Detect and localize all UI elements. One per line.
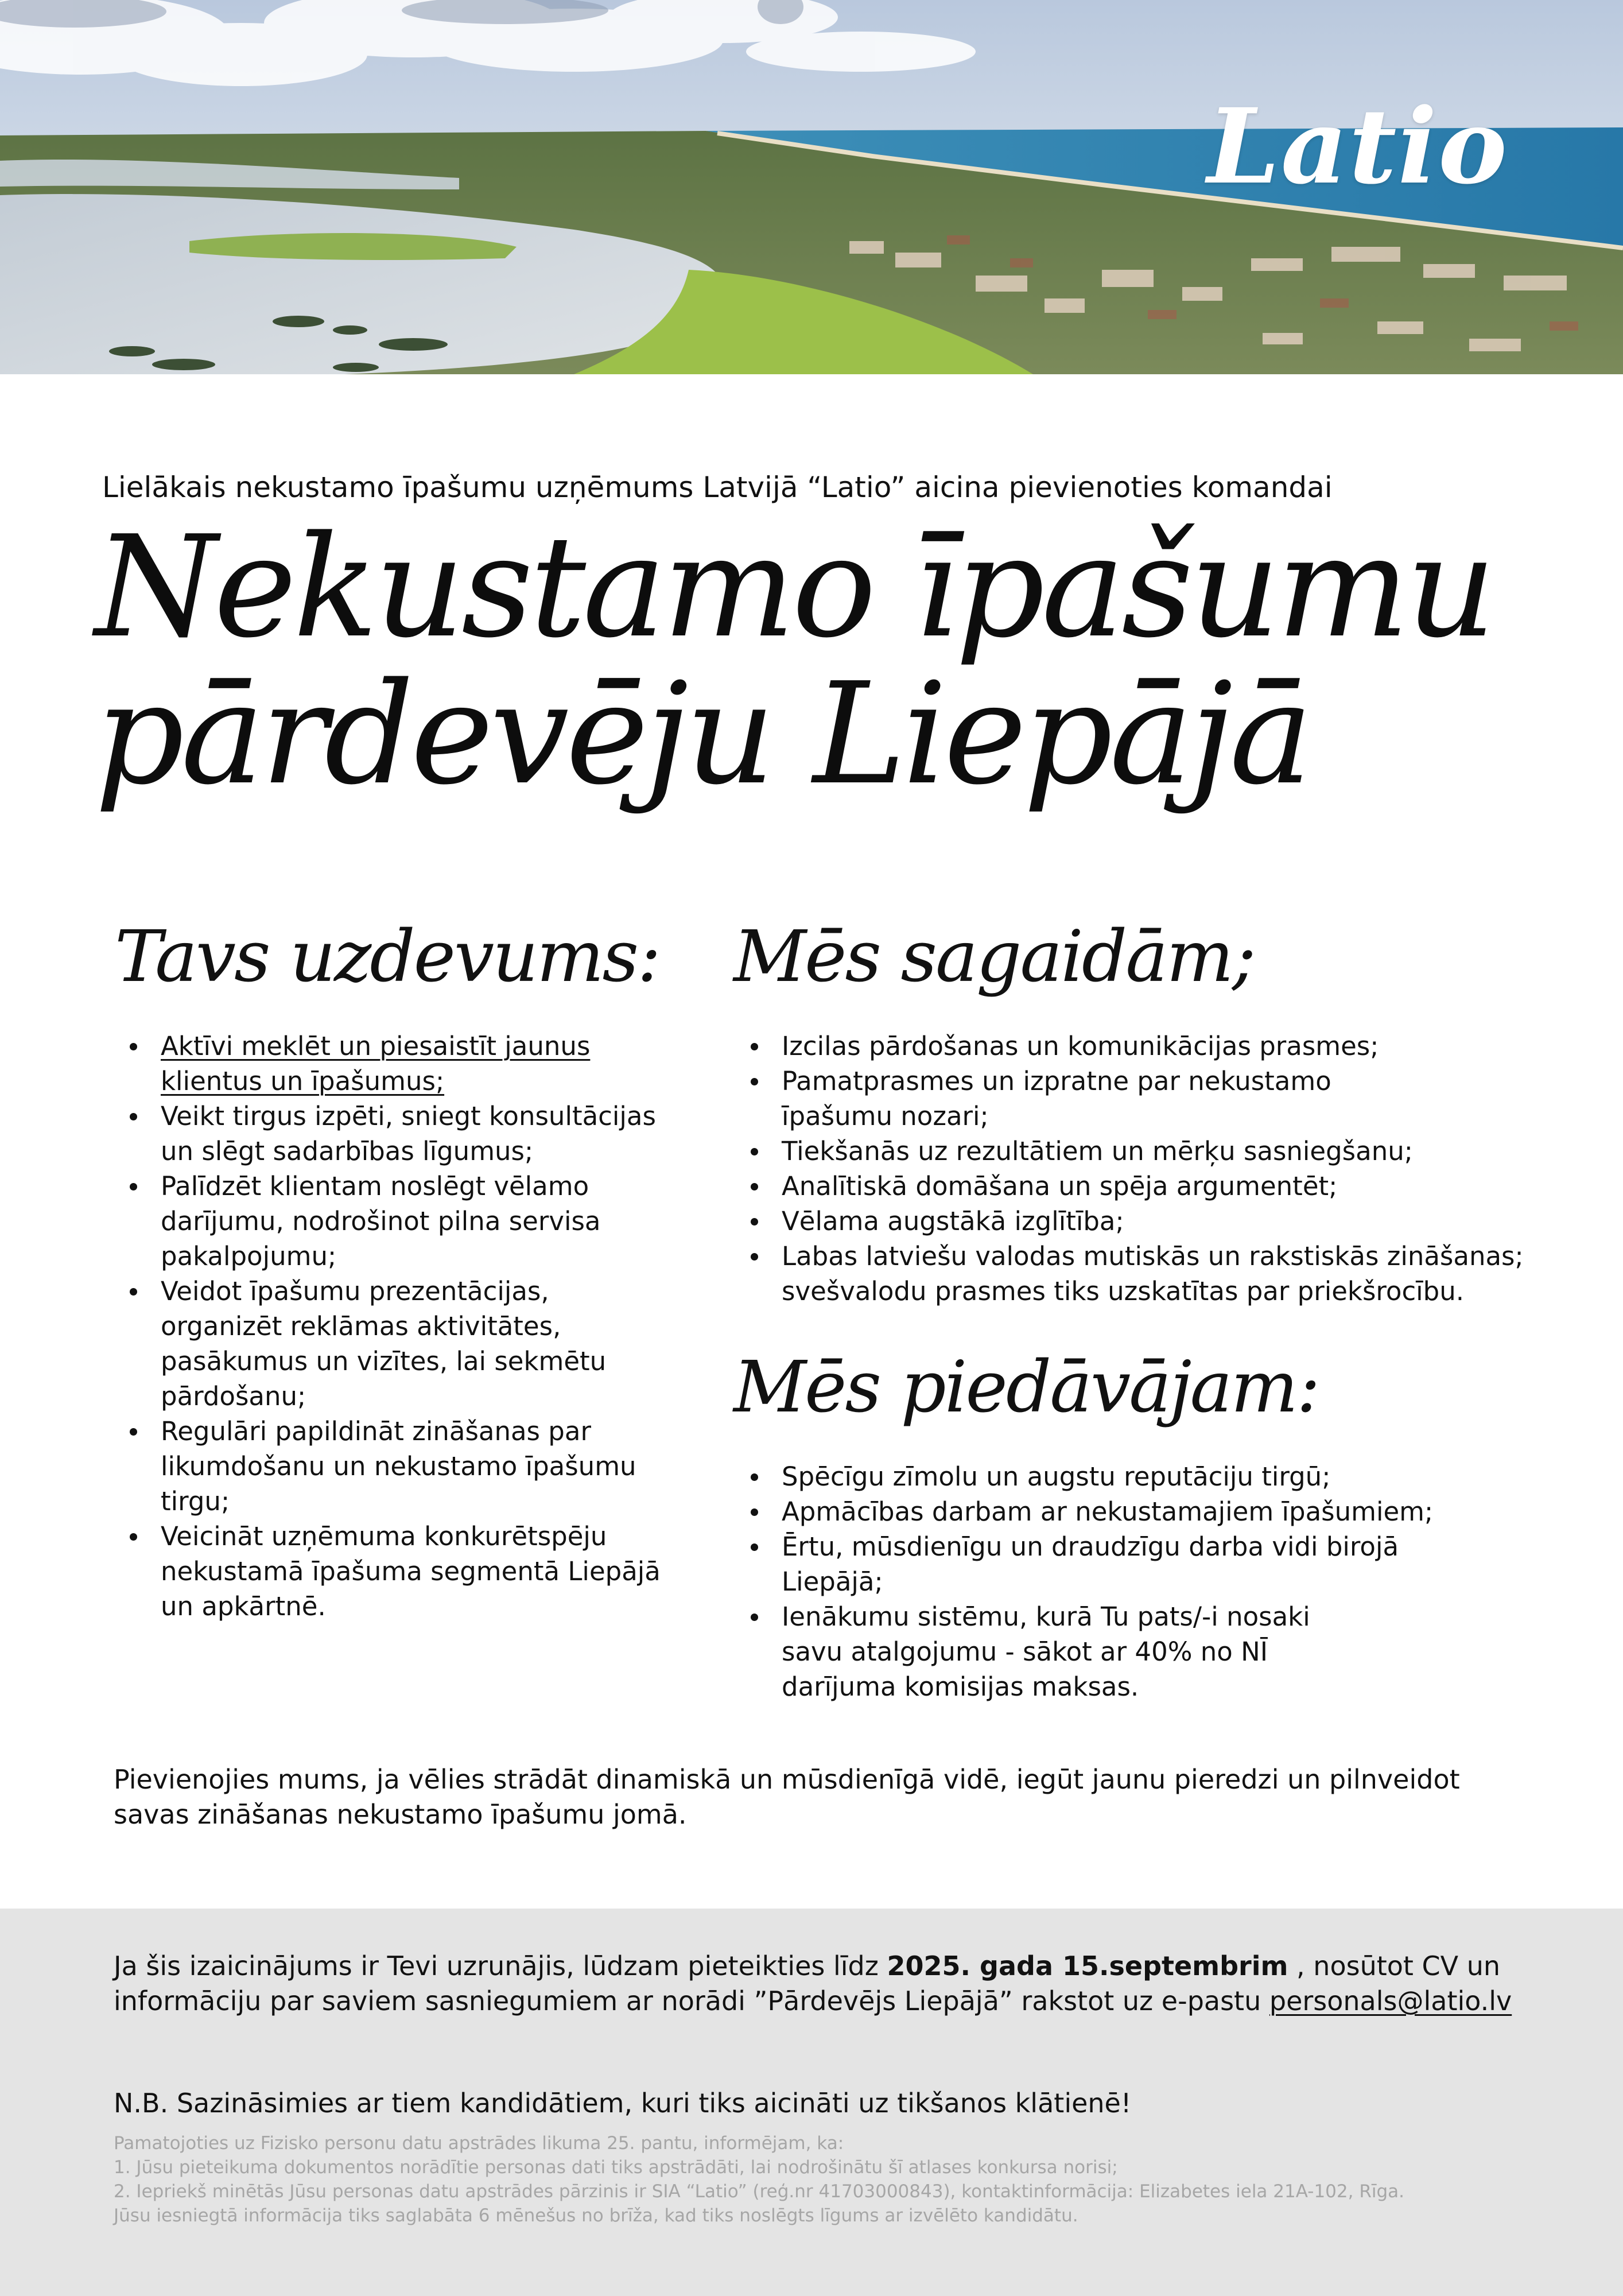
title-line-1: Nekustamo īpašumu — [95, 506, 1493, 669]
apply-text-after: , nosūtot CV un informāciju par saviem sasniegumiem ar norādi ”Pārdevējs Liepājā” rakstot uz e-pastu — [114, 1950, 1501, 2016]
list-item: Regulāri papildināt zināšanas par likumdošanu un nekustamo īpašumu tirgu; — [112, 1414, 666, 1519]
list-item: Palīdzēt klientam noslēgt vēlamo darījumu, nodrošinot pilna servisa pakalpojumu; — [112, 1169, 666, 1274]
legal-line: 2. Iepriekš minētās Jūsu personas datu apstrādes pārzinis ir SIA “Latio” (reģ.nr 41703000843), kontaktinformācija: Elizabetes iela 21A-102, Rīga. — [114, 2181, 1404, 2202]
list-item: Veikt tirgus izpēti, sniegt konsultācijas un slēgt sadarbības līgumus; — [112, 1099, 666, 1169]
expect-heading: Mēs sagaidām; — [733, 916, 1255, 998]
list-item: Ērtu, mūsdienīgu un draudzīgu darba vidi birojā Liepājā; — [733, 1529, 1491, 1599]
apply-text-before: Ja šis izaicinājums ir Tevi uzrunājis, lūdzam pieteikties līdz — [114, 1950, 887, 1981]
expect-list — [733, 1029, 1537, 1309]
latio-logo: Latio — [1207, 86, 1508, 207]
apply-paragraph — [114, 1949, 1514, 2019]
email-link[interactable]: personals@latio.lv — [1269, 1985, 1512, 2016]
tasks-heading: Tavs uzdevums: — [115, 916, 659, 998]
offer-heading: Mēs piedāvājam: — [733, 1346, 1319, 1429]
legal-line: 1. Jūsu pieteikuma dokumentos norādītie personas dati tiks apstrādāti, lai nodrošinātu šī atlases konkursa norisi; — [114, 2157, 1118, 2178]
list-item: Analītiskā domāšana un spēja argumentēt; — [733, 1169, 1537, 1204]
list-item: Veidot īpašumu prezentācijas, organizēt reklāmas aktivitātes, pasākumus un vizītes, lai sekmētu pārdošanu; — [112, 1274, 666, 1414]
legal-line: Jūsu iesniegtā informācija tiks saglabāta 6 mēnešus no brīža, kad tiks noslēgts līgums ar izvēlēto kandidātu. — [114, 2205, 1078, 2226]
list-item: Spēcīgu zīmolu un augstu reputāciju tirgū; — [733, 1459, 1491, 1494]
tasks-list — [112, 1029, 666, 1624]
list-item: Tiekšanās uz rezultātiem un mērķu sasniegšanu; — [733, 1134, 1537, 1169]
legal-notice — [114, 2131, 1514, 2228]
list-item: Vēlama augstākā izglītība; — [733, 1204, 1537, 1239]
offer-list — [733, 1459, 1491, 1704]
hero-image — [0, 0, 1623, 374]
intro-text: Lielākais nekustamo īpašumu uzņēmums Latvijā “Latio” aicina pievienoties komandai — [102, 471, 1333, 504]
deadline-date: 2025. gada 15.septembrim — [887, 1950, 1288, 1981]
legal-line: Pamatojoties uz Fizisko personu datu apstrādes likuma 25. pantu, informējam, ka: — [114, 2133, 844, 2154]
list-item: Pamatprasmes un izpratne par nekustamo īpašumu nozari; — [733, 1064, 1537, 1134]
list-item: Ienākumu sistēmu, kurā Tu pats/-i nosaki savu atalgojumu - sākot ar 40% no NĪ darījuma komisijas maksas. — [733, 1599, 1491, 1704]
list-item-text: Aktīvi meklēt un piesaistīt jaunus klientus un īpašumus; — [161, 1031, 591, 1096]
list-item: Izcilas pārdošanas un komunikācijas prasmes; — [733, 1029, 1537, 1064]
list-item: Labas latviešu valodas mutiskās un rakstiskās zināšanas; svešvalodu prasmes tiks uzskatītas par priekšrocību. — [733, 1239, 1537, 1309]
nb-note: N.B. Sazināsimies ar tiem kandidātiem, kuri tiks aicināti uz tikšanos klātienē! — [114, 2088, 1132, 2119]
list-item: Apmācības darbam ar nekustamajiem īpašumiem; — [733, 1494, 1491, 1529]
page-title — [95, 506, 1493, 816]
title-line-2: pārdevēju Liepājā — [95, 653, 1310, 816]
list-item: Veicināt uzņēmuma konkurētspēju nekustamā īpašuma segmentā Liepājā un apkārtnē. — [112, 1519, 666, 1624]
list-item — [112, 1029, 666, 1099]
join-paragraph: Pievienojies mums, ja vēlies strādāt dinamiskā un mūsdienīgā vidē, iegūt jaunu pieredzi un pilnveidot savas zināšanas nekustamo īpašumu jomā. — [114, 1764, 1460, 1830]
